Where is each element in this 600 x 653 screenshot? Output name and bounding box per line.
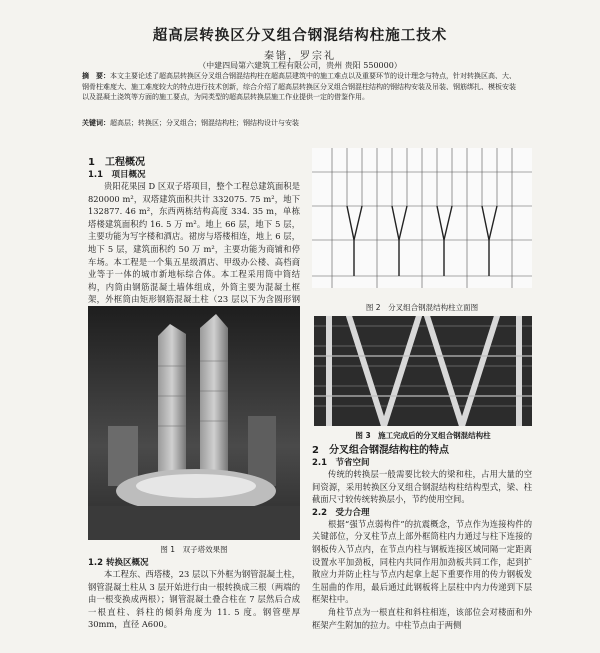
section-1-2-heading: 1.2 转换区概况 [88, 558, 149, 568]
section-1-2-paragraph: 本工程东、西塔楼，23 层以下外框为钢管混凝土柱，钢管混凝土柱从 3 层开始进行由一根转换成三根（两端的由一根变换成两根）；钢管混凝土叠合柱在 7 层然后合成一根直柱、斜柱的倾斜角度为 11. 5 度。钢管壁厚 30mm，直径 A600。 [88, 569, 300, 630]
abstract [82, 71, 522, 103]
figure-2-elevation-drawing [312, 148, 532, 288]
figure-1-twin-towers [88, 306, 300, 540]
section-2-2-heading: 2.2 受力合理 [312, 507, 370, 518]
section-2-heading: 2 分叉组合钢混结构柱的特点 [312, 445, 449, 456]
paper-affiliation: （中建四局第六建筑工程有限公司，贵州 贵阳 550000） [198, 61, 402, 70]
keywords-text: 超高层；转换区；分叉组合；钢混结构柱；钢结构设计与安装 [110, 119, 299, 127]
section-1-1-paragraph: 贵阳花果园 D 区双子塔项目，整个工程总建筑面积是 820000 m²，双塔建筑面积共计 332075. 75 m²，地下 132877. 46 m²，东西两栋结构高度 334. 35 m，单栋塔楼建筑面积约 16. 5 万 m²。地上 66 层，地下 5 层，主要功能为写字楼和酒店。裙房与塔楼相连，地上 6 层，地下 5 层，建筑面积约 50 万 m²，主要功能为商铺和停车场。本工程是一个集五星级酒店、甲级办公楼、高档商业等于一体的城市新地标综合体。本工程采用筒中筒结构，内筒由钢筋混凝土墙体组成，外筒主要为混凝土框架，外框筒由矩形钢筋混凝土柱（23 层以下为含圆形钢 [88, 181, 300, 305]
paper-authors: 秦锴，罗宗礼 [264, 51, 336, 62]
abstract-label: 摘 要： [82, 72, 110, 80]
figure-2-caption: 图 2 分叉组合钢混结构柱立面图 [365, 303, 479, 312]
keywords-label: 关键词： [82, 119, 110, 127]
left-column-bottom [88, 556, 300, 631]
twin-towers-rendering [88, 306, 300, 540]
left-column-top [88, 153, 300, 319]
section-2-1-heading: 2.1 节省空间 [312, 458, 370, 468]
section-2-2-paragraph-2: 角柱节点为一根直柱和斜柱相连，该部位会对楼面和外框架产生附加的拉力。中柱节点由于两侧 [312, 606, 532, 630]
section-1-heading: 1 工程概况 [88, 157, 145, 168]
elevation-drawing [312, 148, 532, 288]
figure-3-construction-photo [314, 316, 532, 426]
construction-photo [314, 316, 532, 426]
right-column-text [312, 441, 532, 631]
section-2-2-paragraph: 根据“强节点弱构件”的抗震概念，节点作为连接构件的关键部位，分叉柱节点上部外框筒柱内力通过与柱下连接的钢板传入节点内，在节点内柱与钢板连接区域同隔一定距离设置水平加劲板，同柱内共同作用加劲板共同工作，起到扩散应力并防止柱与节点内起拿上起下重要作用的传力钢板发生屈曲的作用，最后通过此钢板将上层柱中内力传递到下层框架柱中。 [312, 518, 532, 605]
figure-3-caption: 图 3 施工完成后的分叉组合钢混结构柱 [355, 431, 491, 440]
abstract-text: 本文主要论述了超高层转换区分叉组合钢混结构柱在超高层建筑中的施工难点以及重要环节的设计理念与特点，针对转换区高、大、钢骨柱难度大、施工难度较大的特点进行技术创新，综合介绍了超高层转换区分叉组合钢混柱结构的钢结构安装及吊装、钢筋绑扎、模板安装以及混凝土浇筑等方面的施工要点，为同类型的超高层转换层施工作业提供一定的借鉴作用。 [82, 72, 516, 101]
section-1-1-heading: 1.1 项目概况 [88, 170, 146, 180]
figure-1-caption: 图 1 双子塔效果图 [160, 545, 228, 554]
keywords [82, 118, 522, 128]
section-2-1-paragraph: 传统的转换层一般需要比较大的梁和柱，占用大量的空间资源，采用转换区分叉组合钢混结构柱结构型式，梁、柱截面尺寸较传统转换层小，节约使用空间。 [312, 469, 532, 505]
paper-title: 超高层转换区分叉组合钢混结构柱施工技术 [152, 28, 448, 44]
